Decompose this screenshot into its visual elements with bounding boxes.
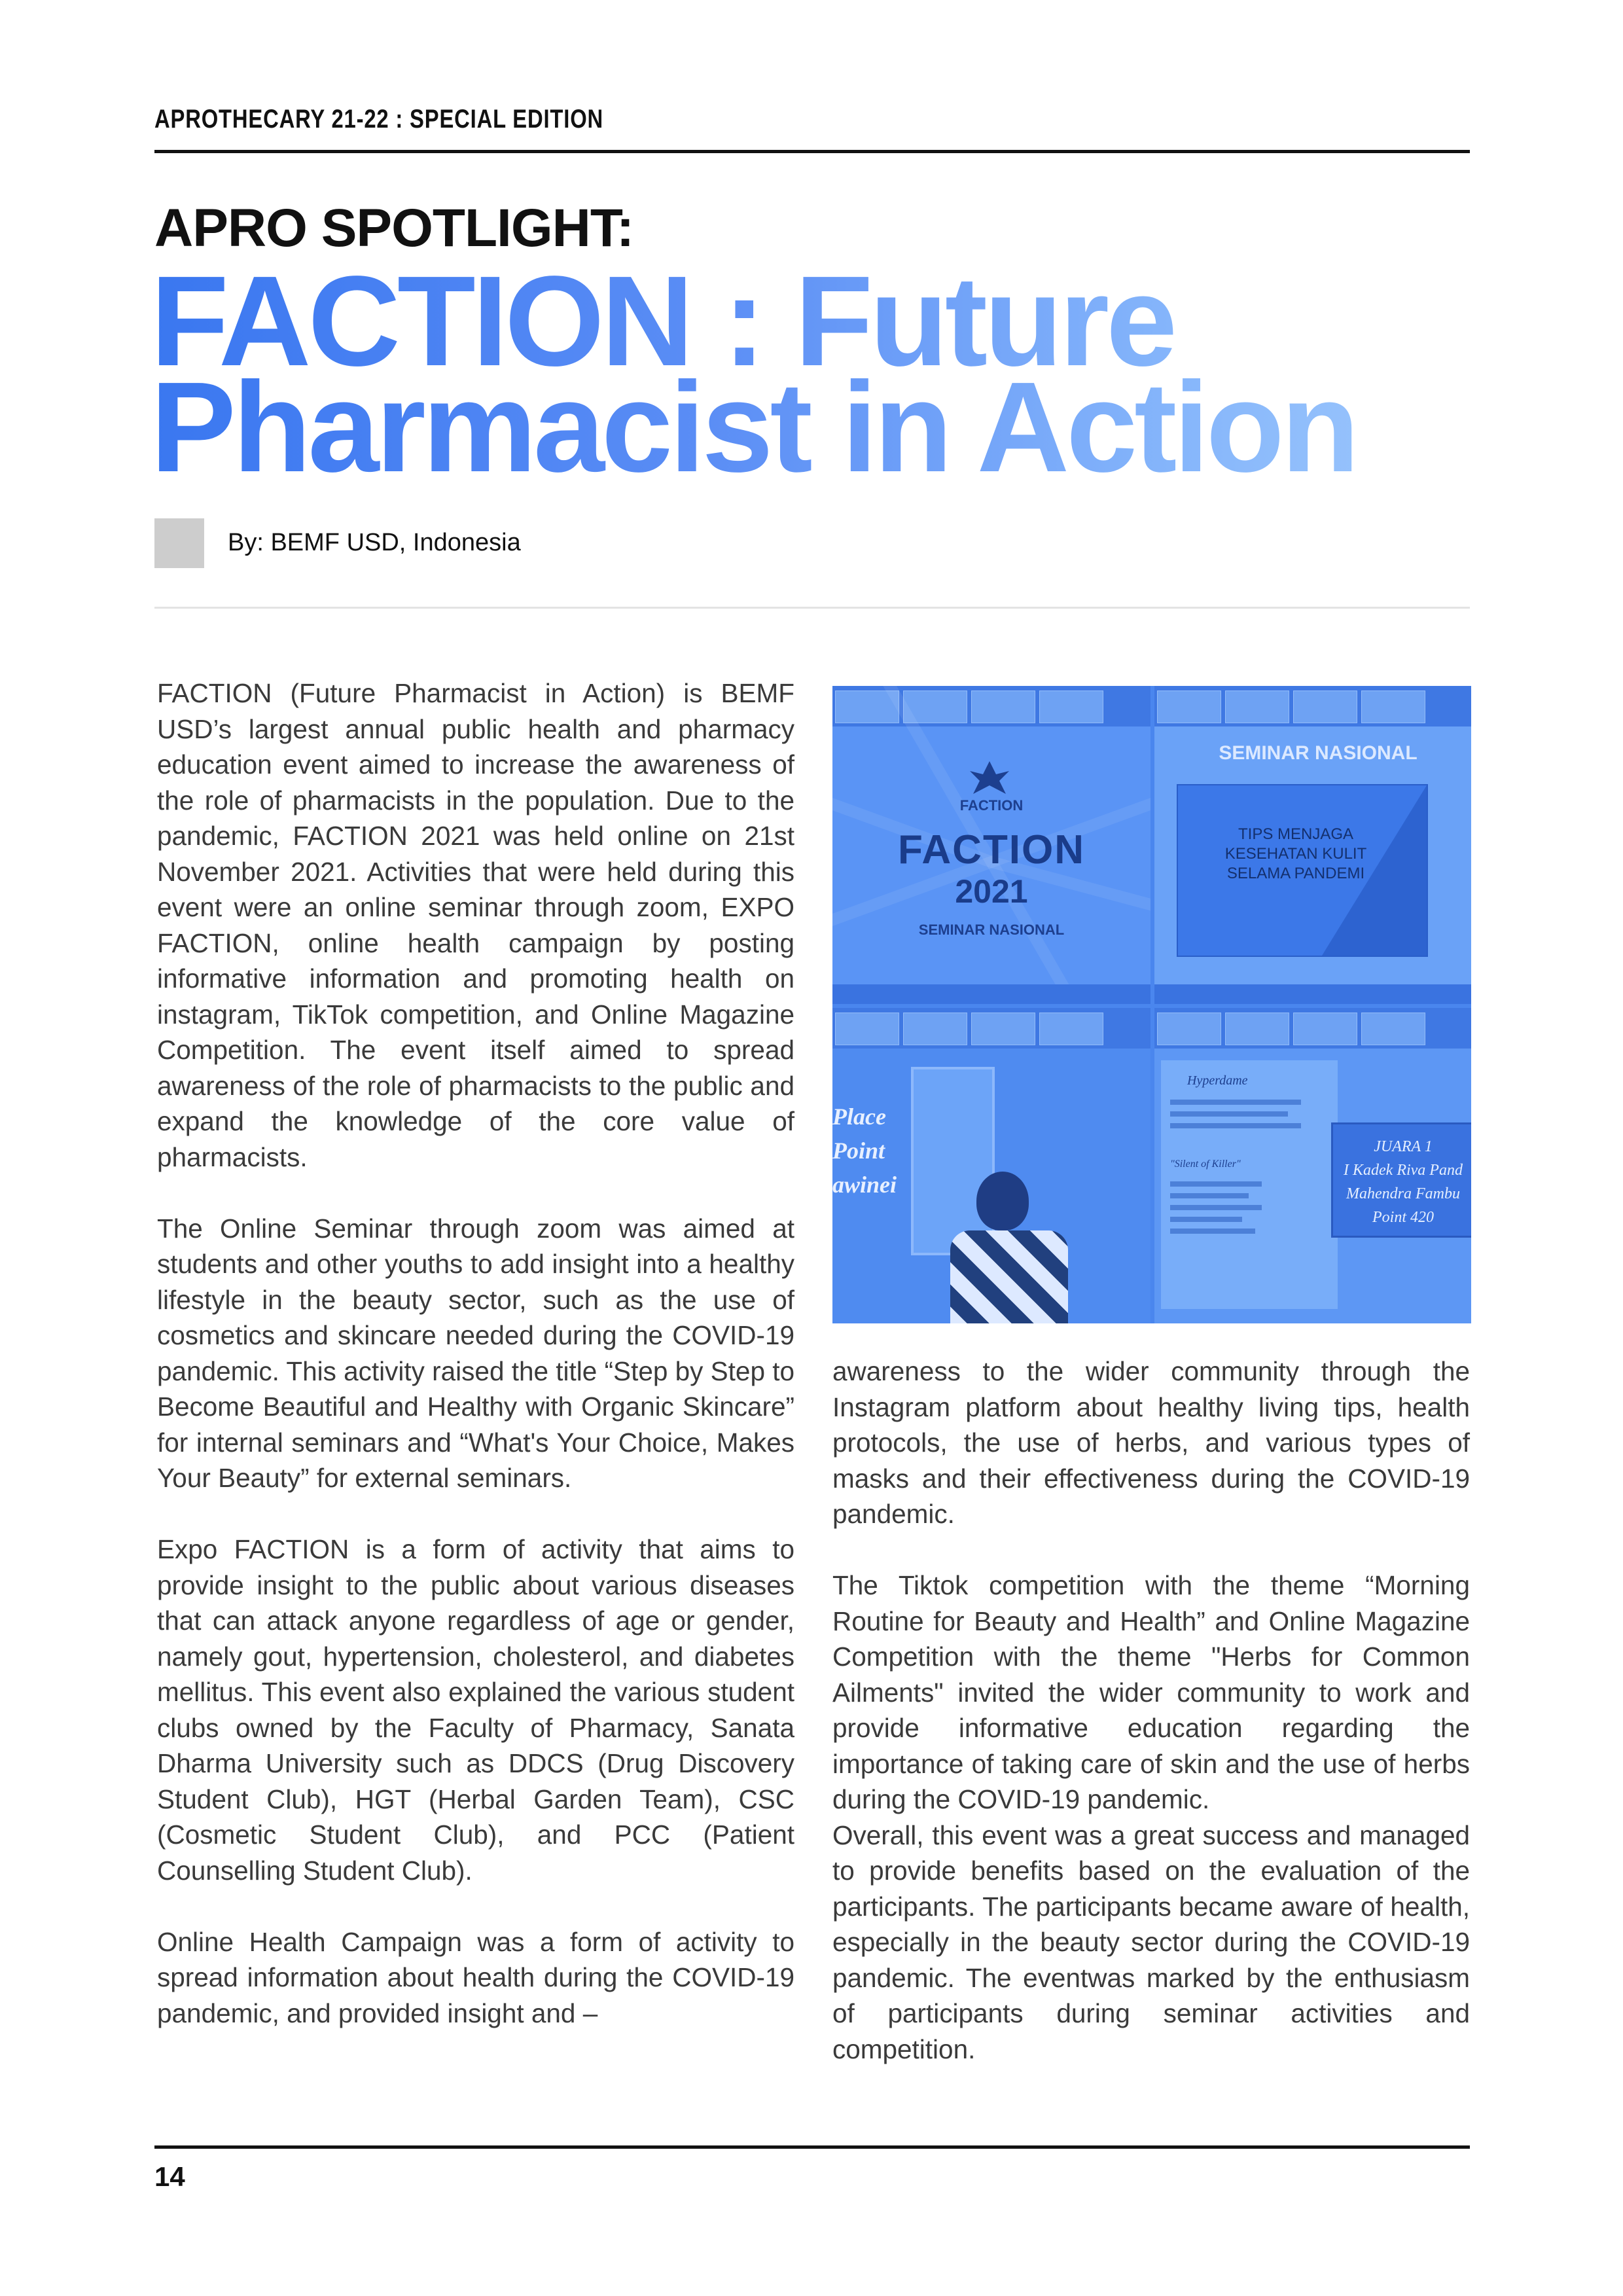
article-title [151,249,1525,499]
page-number: 14 [154,2161,185,2192]
slide-text: TIPS MENJAGA KESEHATAN KULIT SELAMA PANDEMI [1224,825,1367,882]
section-kicker: APRO SPOTLIGHT: [154,198,634,258]
header-rule [154,150,1470,153]
body-column-right [832,1354,1470,2067]
seminar-label: SEMINAR NASIONAL [918,922,1065,938]
photo-panel-presenter [832,1008,1150,1323]
zoom-participant-strip [832,686,1150,726]
faction-logo-icon [967,758,1012,797]
author-avatar [154,518,204,568]
presenter-figure [950,1172,1068,1323]
body-column-left [157,675,794,2031]
zoom-participant-strip [1154,686,1471,726]
photo-panel-winner [1154,1008,1471,1323]
background-text: Place Point awinei [832,1103,897,1198]
faction-logo-text: FACTION [959,797,1024,814]
byline: By: BEMF USD, Indonesia [228,529,521,556]
paragraph-campaign: Online Health Campaign was a form of activity to spread information about health during the COVID-19 pandemic, and provided insight and – [157,1926,794,2028]
event-photo-collage [832,686,1471,1323]
zoom-toolbar [832,984,1150,1004]
title-line-2: Pharmacist in Action [151,355,1357,499]
zoom-participant-strip [1154,1008,1471,1049]
photo-panel-seminar-slide [1154,686,1471,1004]
author-rule [154,607,1470,609]
paragraph-seminar: The Online Seminar through zoom was aimed at students and other youths to add insight into a healthy lifestyle in the beauty sector, such as the use of cosmetics and skincare needed during the COVID-19 pandemic. This activity raised the title “Step by Step to Become Beautiful and Healthy with Organic Skincare” for internal seminars and “What's Your Choice, Makes Your Beauty” for external seminars. [157,1213,794,1493]
running-head: APROTHECARY 21-22 : SPECIAL EDITION [154,105,604,134]
seminar-title: SEMINAR NASIONAL [1219,742,1418,764]
paragraph-competition: The Tiktok competition with the theme “Morning Routine for Beauty and Health” and Online Magazine Competition with the theme "Herbs for Common Ailments" invited the wider community to work and provide informative education regarding the importance of taking care of skin and the use of herbs during the COVID-19 pandemic. [832,1570,1470,1814]
faction-year: 2021 [955,873,1028,910]
magazine-page: Hyperdame "Silent of Killer" [1161,1060,1338,1309]
zoom-participant-strip [832,1008,1150,1049]
photo-panel-faction-2021 [832,686,1150,1004]
paragraph-expo: Expo FACTION is a form of activity that aims to provide insight to the public about various diseases that can attack anyone regardless of age or gender, namely gout, hypertension, cholesterol, and diabetes mellitus. This event also explained the various student clubs owned by the Faculty of Pharmacy, Sanata Dharma University such as DDCS (Drug Discovery Student Club), HGT (Herbal Garden Team), CSC (Cosmetic Student Club), and PCC (Patient Counselling Student Club). [157,1534,794,1886]
winner-announcement: JUARA 1 I Kadek Riva Pand Mahendra Fambu Point 420 [1331,1122,1471,1238]
zoom-toolbar [1154,984,1471,1004]
paragraph-campaign-continued: awareness to the wider community through the Instagram platform about healthy living tips, health protocols, the use of herbs, and various types of masks and their effectiveness during the COVID-19 pandemic. [832,1356,1470,1529]
title-line-1: FACTION : Future [151,249,1175,393]
footer-rule [154,2145,1470,2149]
paragraph-intro: FACTION (Future Pharmacist in Action) is BEMF USD’s largest annual public health and pharmacy education event aimed to increase the awareness of the role of pharmacists in the population. Due to the pandemic, FACTION 2021 was held online on 21st November 2021. Activities that were held during this event were an online seminar through zoom, EXPO FACTION, online health campaign by posting informative information and promoting health on instagram, TikTok competition, and Online Magazine Competition. The event itself aimed to spread awareness of the role of pharmacists to the public and expand the knowledge of the core value of pharmacists. [157,678,794,1172]
paragraph-conclusion: Overall, this event was a great success and managed to provide benefits based on the evaluation of the participants. The participants became aware of health, especially in the beauty sector during the COVID-19 pandemic. The eventwas marked by the enthusiasm of participants during seminar activities and competition. [832,1820,1470,2064]
faction-wordmark: FACTION [897,827,1086,872]
presentation-slide [1177,784,1428,957]
